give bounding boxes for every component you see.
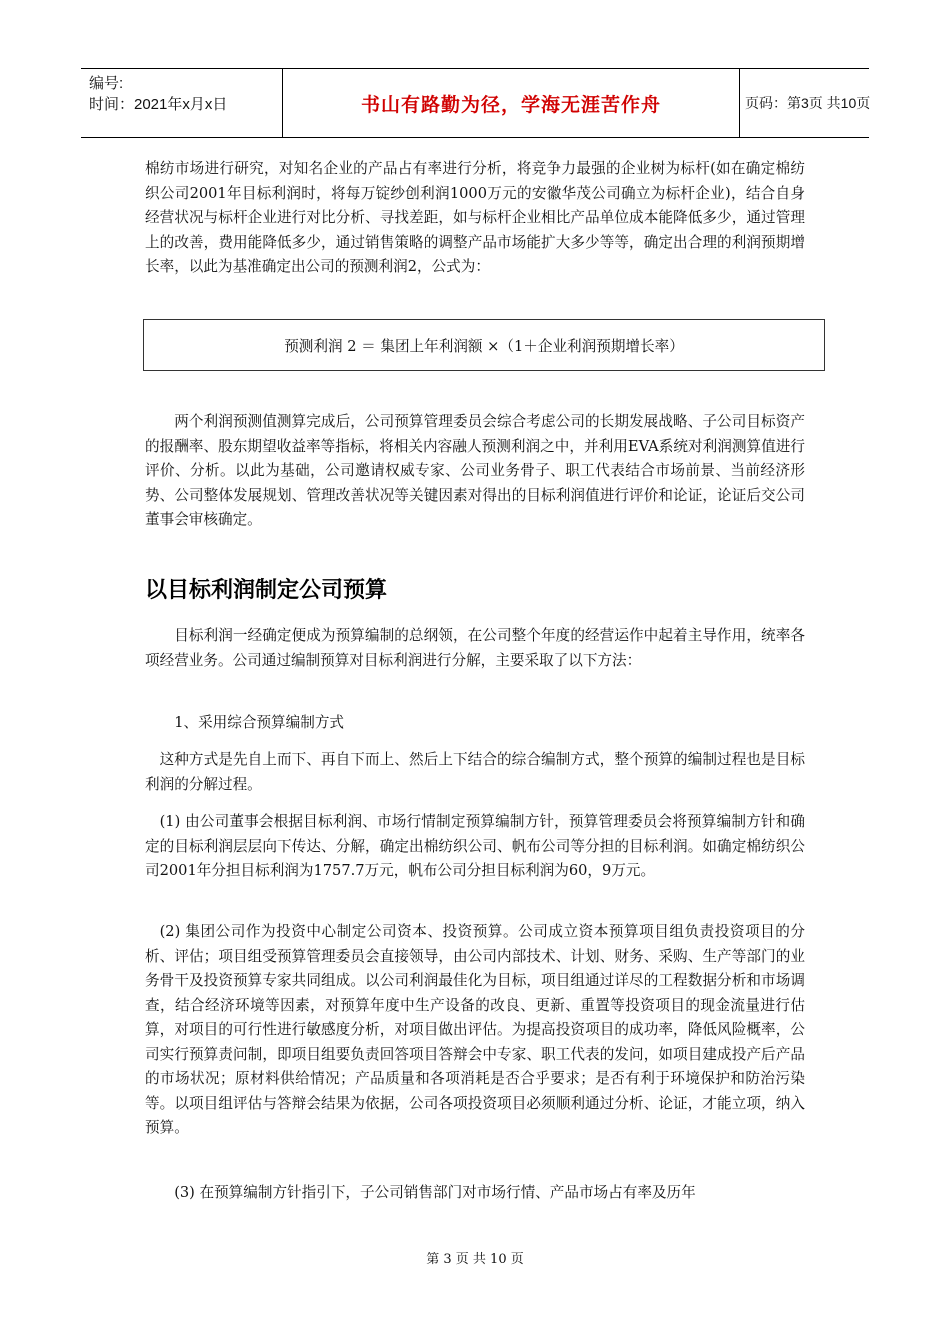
header-meta-cell — [81, 69, 282, 137]
paragraph-item-1: (1) 由公司董事会根据目标利润、市场行情制定预算编制方针，预算管理委员会将预算编制方针和确定的目标利润层层向下传达、分解，确定出棉纺织公司、帆布公司等分担的目标利润。如确定棉纺织公司2001年分担目标利润为1757.7万元，帆布公司分担目标利润为60，9万元。 — [145, 813, 805, 879]
paragraph-method-title: 1、采用综合预算编制方式 — [174, 714, 345, 731]
formula-box — [143, 319, 825, 371]
header-page-info: 页码：第3页 共10页 — [745, 95, 871, 111]
document-date-label: 时间：2021年x月x日 — [89, 96, 228, 113]
document-number-label: 编号: — [89, 75, 124, 92]
document-header — [81, 68, 869, 138]
paragraph-method-desc: 这种方式是先自上而下、再自下而上、然后上下结合的综合编制方式，整个预算的编制过程也是目标利润的分解过程。 — [145, 751, 805, 793]
paragraph-item-3: (3) 在预算编制方针指引下，子公司销售部门对市场行情、产品市场占有率及历年 — [174, 1184, 696, 1201]
paragraph-benchmark: 棉纺市场进行研究，对知名企业的产品占有率进行分析，将竞争力最强的企业树为标杆(如在确定棉纺织公司2001年目标利润时，将每万锭纱创利润1000万元的安徽华茂公司确立为标杆企业)，结合自身经营状况与标杆企业进行对比分析、寻找差距，如与标杆企业相比产品单位成本能降低多少，通过管理上的改善，费用能降低多少，通过销售策略的调整产品市场能扩大多少等等，确定出合理的利润预期增长率，以此为基准确定出公司的预测利润2，公式为： — [145, 160, 805, 275]
section-heading: 以目标利润制定公司预算 — [145, 578, 388, 603]
header-motto-cell — [282, 69, 740, 137]
header-motto: 书山有路勤为径，学海无涯苦作舟 — [360, 93, 661, 116]
paragraph-profit-evaluation: 两个利润预测值测算完成后，公司预算管理委员会综合考虑公司的长期发展战略、子公司目标资产的报酬率、股东期望收益率等指标，将相关内容融人预测利润之中，并利用EVA系统对利润测算值进行评价、分析。以此为基础，公司邀请权威专家、公司业务骨子、职工代表结合市场前景、当前经济形势、公司整体发展规划、管理改善状况等关键因素对得出的目标利润值进行评价和论证，论证后交公司董事会审核确定。 — [145, 413, 805, 528]
paragraph-budget-intro: 目标利润一经确定便成为预算编制的总纲领，在公司整个年度的经营运作中起着主导作用，统率各项经营业务。公司通过编制预算对目标利润进行分解，主要采取了以下方法： — [145, 627, 805, 669]
paragraph-item-2: (2) 集团公司作为投资中心制定公司资本、投资预算。公司成立资本预算项目组负责投资项目的分析、评估；项目组受预算管理委员会直接领导，由公司内部技术、计划、财务、采购、生产等部门的业务骨干及投资预算专家共同组成。以公司利润最佳化为目标，项目组通过详尽的工程数据分析和市场调查，结合经济环境等因素，对预算年度中生产设备的改良、更新、重置等投资项目的现金流量进行估算，对项目的可行性进行敏感度分析，对项目做出评估。为提高投资项目的成功率，降低风险概率，公司实行预算责问制，即项目组要负责回答项目答辩会中专家、职工代表的发问，如项目建成投产后产品的市场状况；原材料供给情况；产品质量和各项消耗是否合乎要求；是否有利于环境保护和防治污染等。以项目组评估与答辩会结果为依据，公司各项投资项目必须顺利通过分析、论证，才能立项，纳入预算。 — [145, 923, 805, 1136]
formula-text: 预测利润 2 ＝ 集团上年利润额 ×（1＋企业利润预期增长率） — [284, 337, 684, 355]
page-footer: 第 3 页 共 10 页 — [426, 1252, 524, 1267]
header-page-cell — [739, 69, 869, 137]
